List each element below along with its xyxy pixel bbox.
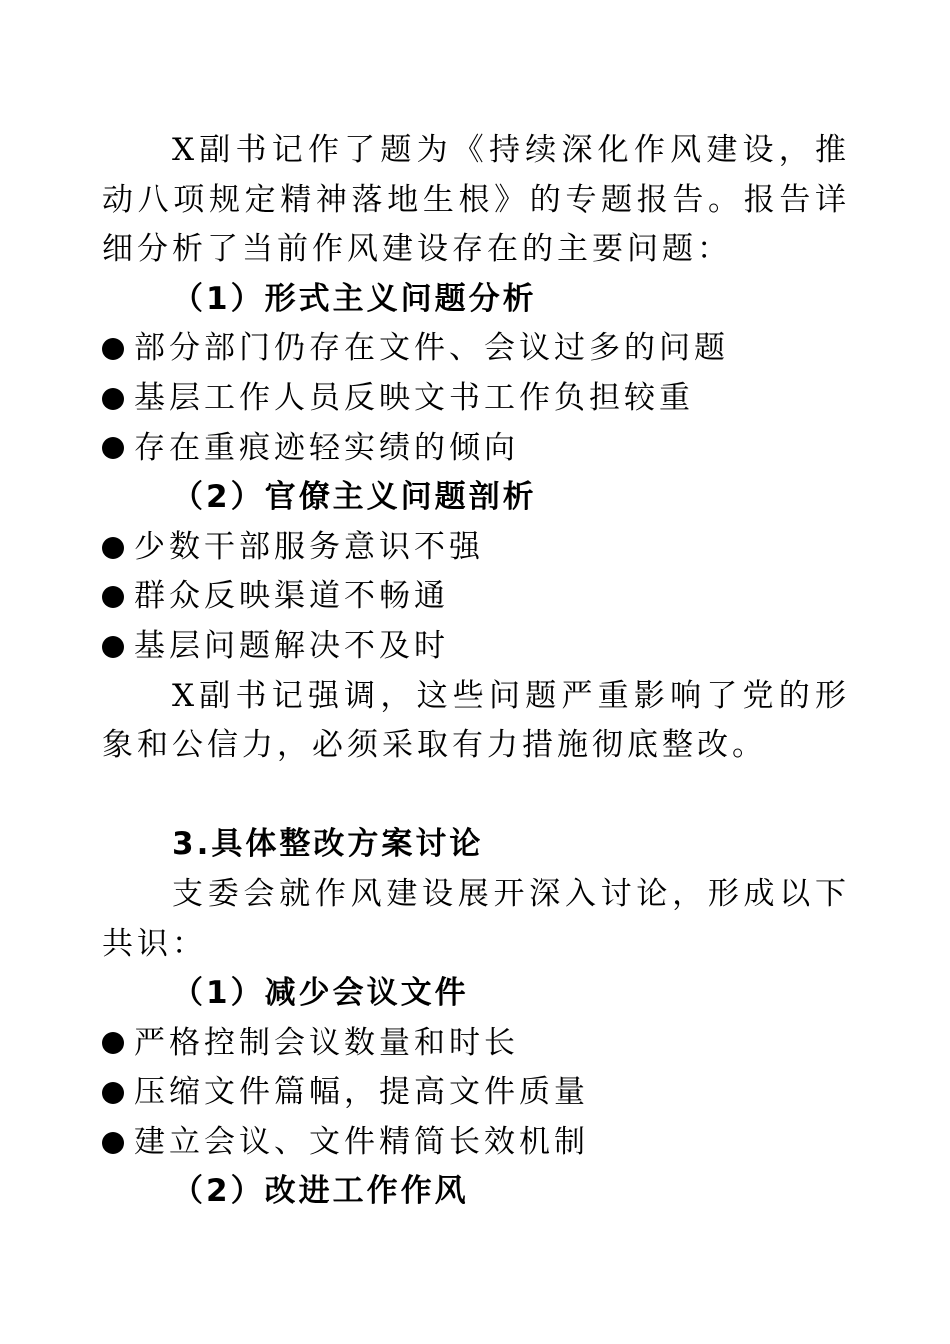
list-item-text: 严格控制会议数量和时长	[134, 1024, 519, 1061]
list-item	[102, 622, 850, 672]
bullet-icon	[102, 338, 124, 360]
bullet-icon	[102, 388, 124, 410]
section-3-paragraph-line-2: 共识：	[102, 925, 207, 962]
intro-paragraph-line-1: X副书记作了题为《持续深化作风建设，推	[172, 132, 850, 168]
subheading-formalism: （1）形式主义问题分析	[172, 280, 537, 317]
list-item	[102, 572, 850, 622]
bullet-icon	[102, 1132, 124, 1154]
intro-paragraph-line-2: 动八项规定精神落地生根》的专题报告。报告详	[102, 181, 850, 218]
list-item-text: 少数干部服务意识不强	[134, 528, 484, 565]
list-item-text: 基层工作人员反映文书工作负担较重	[134, 379, 694, 416]
bullet-icon	[102, 1082, 124, 1104]
list-item	[102, 324, 850, 374]
document-body	[102, 126, 850, 1217]
list-item-text: 压缩文件篇幅，提高文件质量	[134, 1074, 589, 1111]
paragraph-gap	[102, 771, 850, 821]
list-item	[102, 1068, 850, 1118]
bullet-icon	[102, 586, 124, 608]
list-item	[102, 523, 850, 573]
list-item-text: 群众反映渠道不畅通	[134, 578, 449, 615]
list-item-text: 基层问题解决不及时	[134, 627, 449, 664]
section-3-heading: 3.具体整改方案讨论	[172, 826, 484, 863]
bullet-icon	[102, 437, 124, 459]
list-item-text: 建立会议、文件精简长效机制	[134, 1123, 589, 1160]
subheading-reduce-meetings: （1）减少会议文件	[172, 975, 469, 1012]
bullet-icon	[102, 537, 124, 559]
emphasis-paragraph-line-1: X副书记强调，这些问题严重影响了党的形	[172, 677, 850, 714]
list-item-text: 部分部门仍存在文件、会议过多的问题	[134, 330, 729, 367]
subheading-improve-style: （2）改进工作作风	[172, 1173, 469, 1210]
list-item	[102, 1118, 850, 1168]
list-item-text: 存在重痕迹轻实绩的倾向	[134, 429, 519, 466]
section-3-paragraph-line-1: 支委会就作风建设展开深入讨论，形成以下	[172, 875, 850, 912]
bullet-icon	[102, 636, 124, 658]
list-item	[102, 374, 850, 424]
list-item	[102, 424, 850, 474]
subheading-bureaucratism: （2）官僚主义问题剖析	[172, 479, 537, 516]
emphasis-paragraph-line-2: 象和公信力，必须采取有力措施彻底整改。	[102, 727, 767, 764]
bullet-icon	[102, 1032, 124, 1054]
intro-paragraph-line-3: 细分析了当前作风建设存在的主要问题：	[102, 231, 732, 268]
list-item	[102, 1019, 850, 1069]
